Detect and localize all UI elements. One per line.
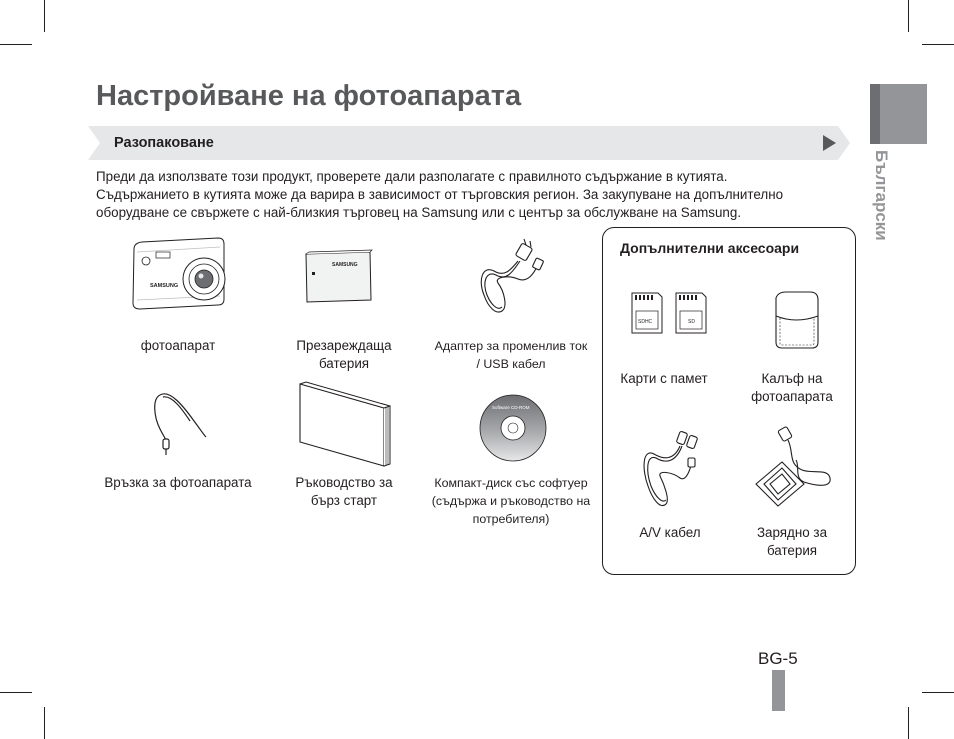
memory-card-icon <box>630 291 714 335</box>
intro-paragraph <box>96 168 836 222</box>
svg-text:Software CD-ROM: Software CD-ROM <box>492 405 530 410</box>
crop-mark <box>44 0 45 32</box>
item-caption-strap: Връзка за фотоапарата <box>104 475 252 490</box>
accessory-caption-charger: Зарядно за батерия <box>756 525 828 558</box>
strap-icon <box>148 387 208 457</box>
page-number: BG-5 <box>758 649 798 668</box>
item-caption-guide: Ръководство за бърз старт <box>295 475 393 508</box>
item-caption-camera: фотоапарат <box>140 338 216 353</box>
accessory-caption-case: Калъф на фотоапарата <box>751 371 833 404</box>
svg-text:SDHC: SDHC <box>638 319 653 325</box>
cd-icon <box>478 393 548 463</box>
ac-adapter-icon <box>474 237 554 321</box>
crop-mark <box>908 0 909 32</box>
accessory-caption-memory-cards: Карти с памет <box>620 371 708 386</box>
section-heading: Разопаковане <box>114 135 214 151</box>
camera-icon <box>128 235 228 313</box>
svg-text:SAMSUNG: SAMSUNG <box>150 283 179 289</box>
svg-text:SD: SD <box>688 319 695 325</box>
battery-icon <box>302 250 374 304</box>
battery-charger-icon <box>750 426 834 510</box>
accessory-caption-av-cable: A/V кабел <box>639 525 701 540</box>
svg-text:SAMSUNG: SAMSUNG <box>332 262 358 268</box>
camera-case-icon <box>772 290 820 350</box>
booklet-icon <box>298 382 392 468</box>
crop-mark <box>908 707 909 739</box>
crop-mark <box>0 44 32 45</box>
language-tab-strip <box>870 84 880 144</box>
item-caption-adapter: Адаптер за променлив ток / USB кабел <box>434 339 588 371</box>
crop-mark <box>922 44 954 45</box>
intro-line: оборудване се свържете с най-близкия търговец на Samsung или с център за обслужване на Samsung. <box>96 205 742 220</box>
intro-line: Съдържанието в кутията може да варира в зависимост от търговския регион. За закупуване на допълнително <box>96 187 784 202</box>
item-caption-battery: Презареждаща батерия <box>296 338 392 371</box>
crop-mark <box>44 707 45 739</box>
language-label <box>861 150 901 245</box>
crop-mark <box>922 692 954 693</box>
language-label-text: Български <box>872 150 891 241</box>
page-marker-bar <box>772 670 785 711</box>
av-cable-icon <box>640 430 704 514</box>
intro-line: Преди да използвате този продукт, проверете дали разполагате с правилното съдържание в кутията. <box>96 169 728 184</box>
item-caption-cd: Компакт-диск със софтуер (съдържа и ръководство на потребителя) <box>431 476 591 526</box>
crop-mark <box>0 692 32 693</box>
accessories-title: Допълнителни аксесоари <box>620 240 800 256</box>
page-title: Настройване на фотоапарата <box>96 80 522 112</box>
